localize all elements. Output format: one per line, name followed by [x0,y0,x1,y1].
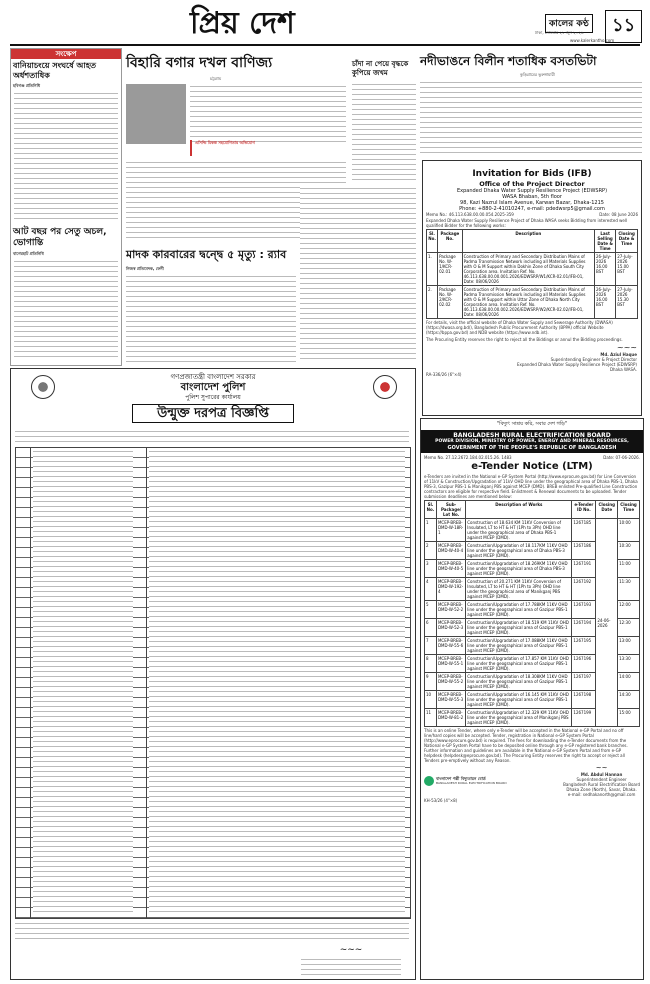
col-header: Description [462,230,594,253]
col-header: Last Selling Date & Time [594,230,615,253]
slogan: "বিদ্যুৎ সাশ্রয় করি, সবার দেশ গড়ি" [496,421,568,427]
col-header: Sl. No. [425,501,437,519]
rights-text: The Procuring Entity reserves the right to reject all the Biddings or annul the Bidding proceedings. [426,337,623,342]
page-number: ১১ [605,10,642,43]
org: WASA Bhaban, 5th floor [502,194,562,200]
table-text [33,449,133,915]
notice-intro [15,429,409,443]
table-row [427,286,638,319]
seal-icon [373,375,397,399]
signer-org: Bangladesh Rural Electrification Board [563,782,640,787]
notice-title: Invitation for Bids (IFB) [472,169,592,179]
memo-date: Date: 07-06-2026. [603,455,640,460]
signature: ~~~ [339,945,363,955]
cell: Construction/Upgradation of 18.308KM 11KV OHD line under the geographical area of Gazipur PBS-1 against MCEP (DMD). [466,673,572,691]
cell: 13:30 [618,655,640,673]
signer-name: Md. Aziul Haque [600,352,637,357]
cell: 15:00 [618,709,640,727]
cell: 1267199 [572,709,596,727]
cell: MCEP-BREB-DMD-W-18R-1 [436,519,465,542]
brand-logo: কালের কণ্ঠ [545,14,593,33]
cell: 8 [425,655,437,673]
cell: 1267192 [572,578,596,601]
cell: Construction/Upgradation of 18.269KM 11KV OHD line under the geographical area of Dhaka PBS-3 against MCEP (DMD). [466,560,572,578]
cell: MCEP-BREB-DMD-W-52-3 [436,619,465,637]
page-title: প্রিয় দেশ [190,6,295,41]
table-text [149,449,405,915]
cell: 12:00 [618,601,640,619]
cell: 1267191 [572,560,596,578]
cell: 11 [425,709,437,727]
footer-text: For details, visit the official website of Dhaka Water Supply and Sewerage Authority (DWASA) (https://dwasa.org.bd/), Bangladesh Public Procurement Authority (BPPA) official Website (https://bppa.gov.bd) and NDB website (https://www.ndb.int). [426,320,613,335]
cell: MCEP-BREB-DMD-W-192-4 [436,578,465,601]
cell: 9 [425,673,437,691]
signature: ~~ [595,764,608,772]
cell: 1267196 [572,655,596,673]
etender-table [424,500,640,727]
byline: হবিগঞ্জ প্রতিনিধি [13,83,40,88]
notice-title: উন্মুক্ত দরপত্র বিজ্ঞপ্তি [132,404,294,423]
cell: 1267198 [572,691,596,709]
story-photo [126,84,186,144]
intro: e-Tenders are invited in the National e-GP System Portal (http://www.eprocure.gov.bd) for Line Conversion of 11kV & Construction/Upgradation of 11kV OHD line under the geographical area of Dhaka PBS-1, Dhaka PBS-3, Gazipur PBS-1 & Manikganj PBS against MCEP (DMD). BREB enlisted Pre-qualified Line Construction contractors are eligible for respective field. Enlistment & Renewal documents to be uploaded. Tender submission deadlines are mentioned below: [424,474,638,499]
signer-zone: Dhaka Zone (North), Savar, Dhaka. [566,787,637,792]
story-headline: নদীভাঙনে বিলীন শতাধিক বসতভিটা [420,54,597,68]
notice-footer [15,921,409,943]
cell: Construction/Upgradation of 18.117KM 11KV OHD line under the geographical area of Dhaka PBS-3 against MCEP (DMD). [466,542,572,560]
cell: 13:00 [618,637,640,655]
cell: 4 [425,578,437,601]
cell: MCEP-BREB-DMD-W-55-1 [436,655,465,673]
cell: 1267194 [572,619,596,637]
project-name: Expanded Dhaka Water Supply Resilience Project (EDWSRP) [456,188,608,194]
signer-name: Md. Abdul Hannan [580,772,623,777]
breb-logo-icon [424,776,434,786]
cell: Construction/Upgradation of 12.329 KM 11KV OHD line under the geographical area of Manikganj PBS against MCEP (DMD). [466,709,572,727]
signature: ~~~ [616,343,637,352]
cell: 1267195 [572,637,596,655]
dateline: চট্টগ্রাম [210,76,222,81]
story-headline: আট বছর পর সেতু অচল, ভোগান্তি [13,227,107,248]
cell: MCEP-BREB-DMD-W-40-5 [436,560,465,578]
cell: Construction/Upgradation of 17.857 KM 11KV OHD line under the geographical area of Gazipur PBS-1 against MCEP (DMD). [466,655,572,673]
cell: Construction of Primary and Secondary Distribution Mains of Padma Transmission Network including all Materials Supplies with O & M Support within Dokhin Zone of Dhaka South City Corporation area. Invitation Ref. No. 46.113.638.00.00.001.2026/EDWSRP/W1/KCR-02.01/IFB-01, Date: 08/06/2026 [462,253,594,286]
cell: 1267186 [572,542,596,560]
cell: Construction of 20.271 KM 11KV Conversion of Insulated, LT to HT & HT (1Ph to 3Ph) OHD line under the geographical area of Manikganj PBS against MCEP (DMD). [466,578,572,601]
story-headline: চাঁদা না পেয়ে বৃদ্ধকে কুপিয়ে জখম [352,60,409,77]
bid-table [426,229,638,319]
signer-title: Superintending Engineer & Project Director [550,357,637,362]
govt: GOVERNMENT OF THE PEOPLE'S REPUBLIC OF BANGLADESH [447,445,617,451]
cell: 12:30 [618,619,640,637]
story-body [14,91,118,221]
story-headline: বানিয়াচংয়ে সংঘর্ষে আহত অর্ধশতাধিক [13,61,96,80]
col-header: e-Tender ID No. [572,501,596,519]
logo-text-en: BANGLADESH RURAL ELECTRIFICATION BOARD [436,781,507,785]
closing-date-cell: 24-06-2026 [596,519,618,727]
cell: Construction/Upgradation of 17.788KM 11KV OHD line under the geographical area of Gazipur PBS-1 against MCEP (DMD). [466,601,572,619]
cell: 27-July-2026 15.30 BST [616,286,638,319]
cell: 6 [425,619,437,637]
story-body [14,259,118,359]
table-row [425,519,640,542]
byline: নিজস্ব প্রতিবেদক, ফেনী [126,266,164,271]
country-police: বাংলাদেশ পুলিশ [180,382,246,393]
breb-logo [424,765,507,797]
cell: Construction of Primary and Secondary Distribution Mains of Padma Transmission Network including all Materials Supplies with O & M Support within Uttar Zone of Dhaka North City Corporation area. Invitation Ref. No. 46.113.638.00.00.002.2026/EDWSRP/W2/KCR-02.02/IFB-01, Date: 08/06/2026 [462,286,594,319]
govt-name: গণপ্রজাতন্ত্রী বাংলাদেশ সরকার [170,373,256,381]
story-body [420,80,642,156]
signer-block [301,957,401,975]
contact: Phone: +880-2-41010247, e-mail: pdedwsrp5@gmail.com [459,206,605,212]
cell: MCEP-BREB-DMD-W-40-4 [436,542,465,560]
cell: 5 [425,601,437,619]
cell: 1 [425,519,437,542]
cell: 10 [425,691,437,709]
cell: 11:00 [618,560,640,578]
address: 98, Kazi Nazrul Islam Avenue, Karwan Bazar, Dhaka-1215 [460,200,604,206]
cell: 11:30 [618,578,640,601]
col-header: Description of Works [466,501,572,519]
cell: Construction/Upgradation of 18.519 KM 11KV OHD line under the geographical area of Gazipur PBS-1 against MCEP (DMD). [466,619,572,637]
office-title: Office of the Project Director [479,180,585,188]
cell: 1267197 [572,673,596,691]
signer-project: Expanded Dhaka Water Supply Resilience Project (EDWSRP) [516,362,637,367]
police-logo-icon [31,375,55,399]
breb-tender-notice [420,418,644,980]
cell: 3 [425,560,437,578]
logo-text: বাংলাদেশ পল্লী বিদ্যুতায়ন বোর্ড [436,776,486,781]
table-row [427,253,638,286]
story-body [190,84,346,144]
cell: MCEP-BREB-DMD-W-55-3 [436,691,465,709]
website: www.kalerkantho.com [570,38,615,43]
footer-text: This is an online Tender, where only e-Tender will be accepted in the National e-GP Portal and no off line/hard copies will be accepted. Tender, registration in National e-GP System Portal (http://www.eprocure.gov.bd) is required. The fees for downloading the e-Tender documents from the National e-GP System Portal have to be deposited online through any e-GP registered bank branches. Further information and guidelines are available in the National e-GP System Portal and from e-GP helpdesk (helpdesk@eprocure.gov.bd). The Procuring Entity reserves the right to accept or reject all Tenders pre-emptively without any Reason. [424,728,628,763]
col-header: Sl. No. [427,230,438,253]
ad-ref: RA-336/26 (6"×4) [426,372,462,377]
byline: বাগেরহাট প্রতিনিধি [13,251,44,256]
masthead [10,6,640,46]
col-header: Closing Date [596,501,618,519]
issue-date: ঢাকা, সোমবার ২১ জুন ২০২৬ [535,30,584,35]
col-header: Sub-Package/ Lot No. [436,501,465,519]
cell: 10:30 [618,542,640,560]
story-body [352,82,416,182]
cell: Construction/Upgradation of 16.145 KM 11KV OHD line under the geographical area of Gazipur PBS-1 against MCEP (DMD). [466,691,572,709]
story-body [126,274,296,362]
signer-email: e-mail: sedhakanorth@gmail.com [567,792,636,797]
board-name: BANGLADESH RURAL ELECTRIFICATION BOARD [453,432,611,439]
cell: Construction/Upgradation of 17.088KM 11KV OHD line under the geographical area of Gazipur PBS-1 against MCEP (DMD). [466,637,572,655]
col-header: Package No. [438,230,462,253]
signer-org: Dhaka WASA. [609,367,637,372]
intro: Expanded Dhaka Water Supply Resilience Project of Dhaka WASA seeks Bidding from interested well qualified Bidder for the following works: [426,218,628,228]
story-headline: মাদক কারবারের দ্বন্দ্বে ৫ মৃত্যু : র‍্যাব [126,248,287,261]
memo-date: Date: 08 June 2026 [599,212,638,217]
memo-no: Memo No. 27.12.2672.184.02.015.26. 1483 [424,455,512,460]
cell: Package No. W-1/KCR-02.01 [438,253,462,286]
story-body [300,186,416,362]
cell: 2 [425,542,437,560]
cell: MCEP-BREB-DMD-W-81-2 [436,709,465,727]
cell: 26-July-2026 16.00 BST [594,286,615,319]
cell: Package No. W-2/KCR-02.02 [438,286,462,319]
cell: 14:00 [618,673,640,691]
dateline: কুড়িগ্রামের ভুরুঙ্গামারী [520,72,555,77]
ad-ref: KH-53/26 (4"×8) [424,798,458,803]
cell: 27-July-2026 15.00 BST [616,253,638,286]
story-headline: বিহারি বগার দখল বাণিজ্য [126,55,273,71]
ifb-notice [422,160,642,416]
col-header: Closing Date & Time [616,230,638,253]
office: পুলিশ সুপারের কার্যালয় [185,394,241,401]
sidebar-label: সংক্ষেপ [11,49,121,59]
cell: MCEP-BREB-DMD-W-55-2 [436,673,465,691]
cell: 1267193 [572,601,596,619]
cell: 26-July-2026 16.00 BST [594,253,615,286]
cell: 14:30 [618,691,640,709]
cell: 7 [425,637,437,655]
board-banner [421,430,643,453]
cell: Construction of 18.634 KM 11KV Conversion of Insulated, LT to HT & HT (1Ph to 3Ph) OHD line under the geographical area of Dhaka PBS-1 against MCEP (DMD). [466,519,572,542]
cell: 1. [427,253,438,286]
pull-quote-text: এসিল্ডি মিকল্প সহযোগিতার অভিযোগ [195,140,255,145]
police-tender-notice [10,368,416,980]
signer-title: Superintendent Engineer [576,777,627,782]
cell: MCEP-BREB-DMD-W-55-6 [436,637,465,655]
pull-quote [190,140,265,156]
notice-title: e-Tender Notice (LTM) [471,461,593,472]
division: POWER DIVISION, MINISTRY OF POWER, ENERGY AND MINERAL RESOURCES, [435,439,629,444]
cell: 2. [427,286,438,319]
memo-no: Memo No.: 46.113.638.00.00.054.2025-359 [426,212,514,217]
cell: 1267185 [572,519,596,542]
cell: MCEP-BREB-DMD-W-52-2 [436,601,465,619]
col-header: Closing Time [618,501,640,519]
sidebar [10,48,122,366]
cell: 10:00 [618,519,640,542]
